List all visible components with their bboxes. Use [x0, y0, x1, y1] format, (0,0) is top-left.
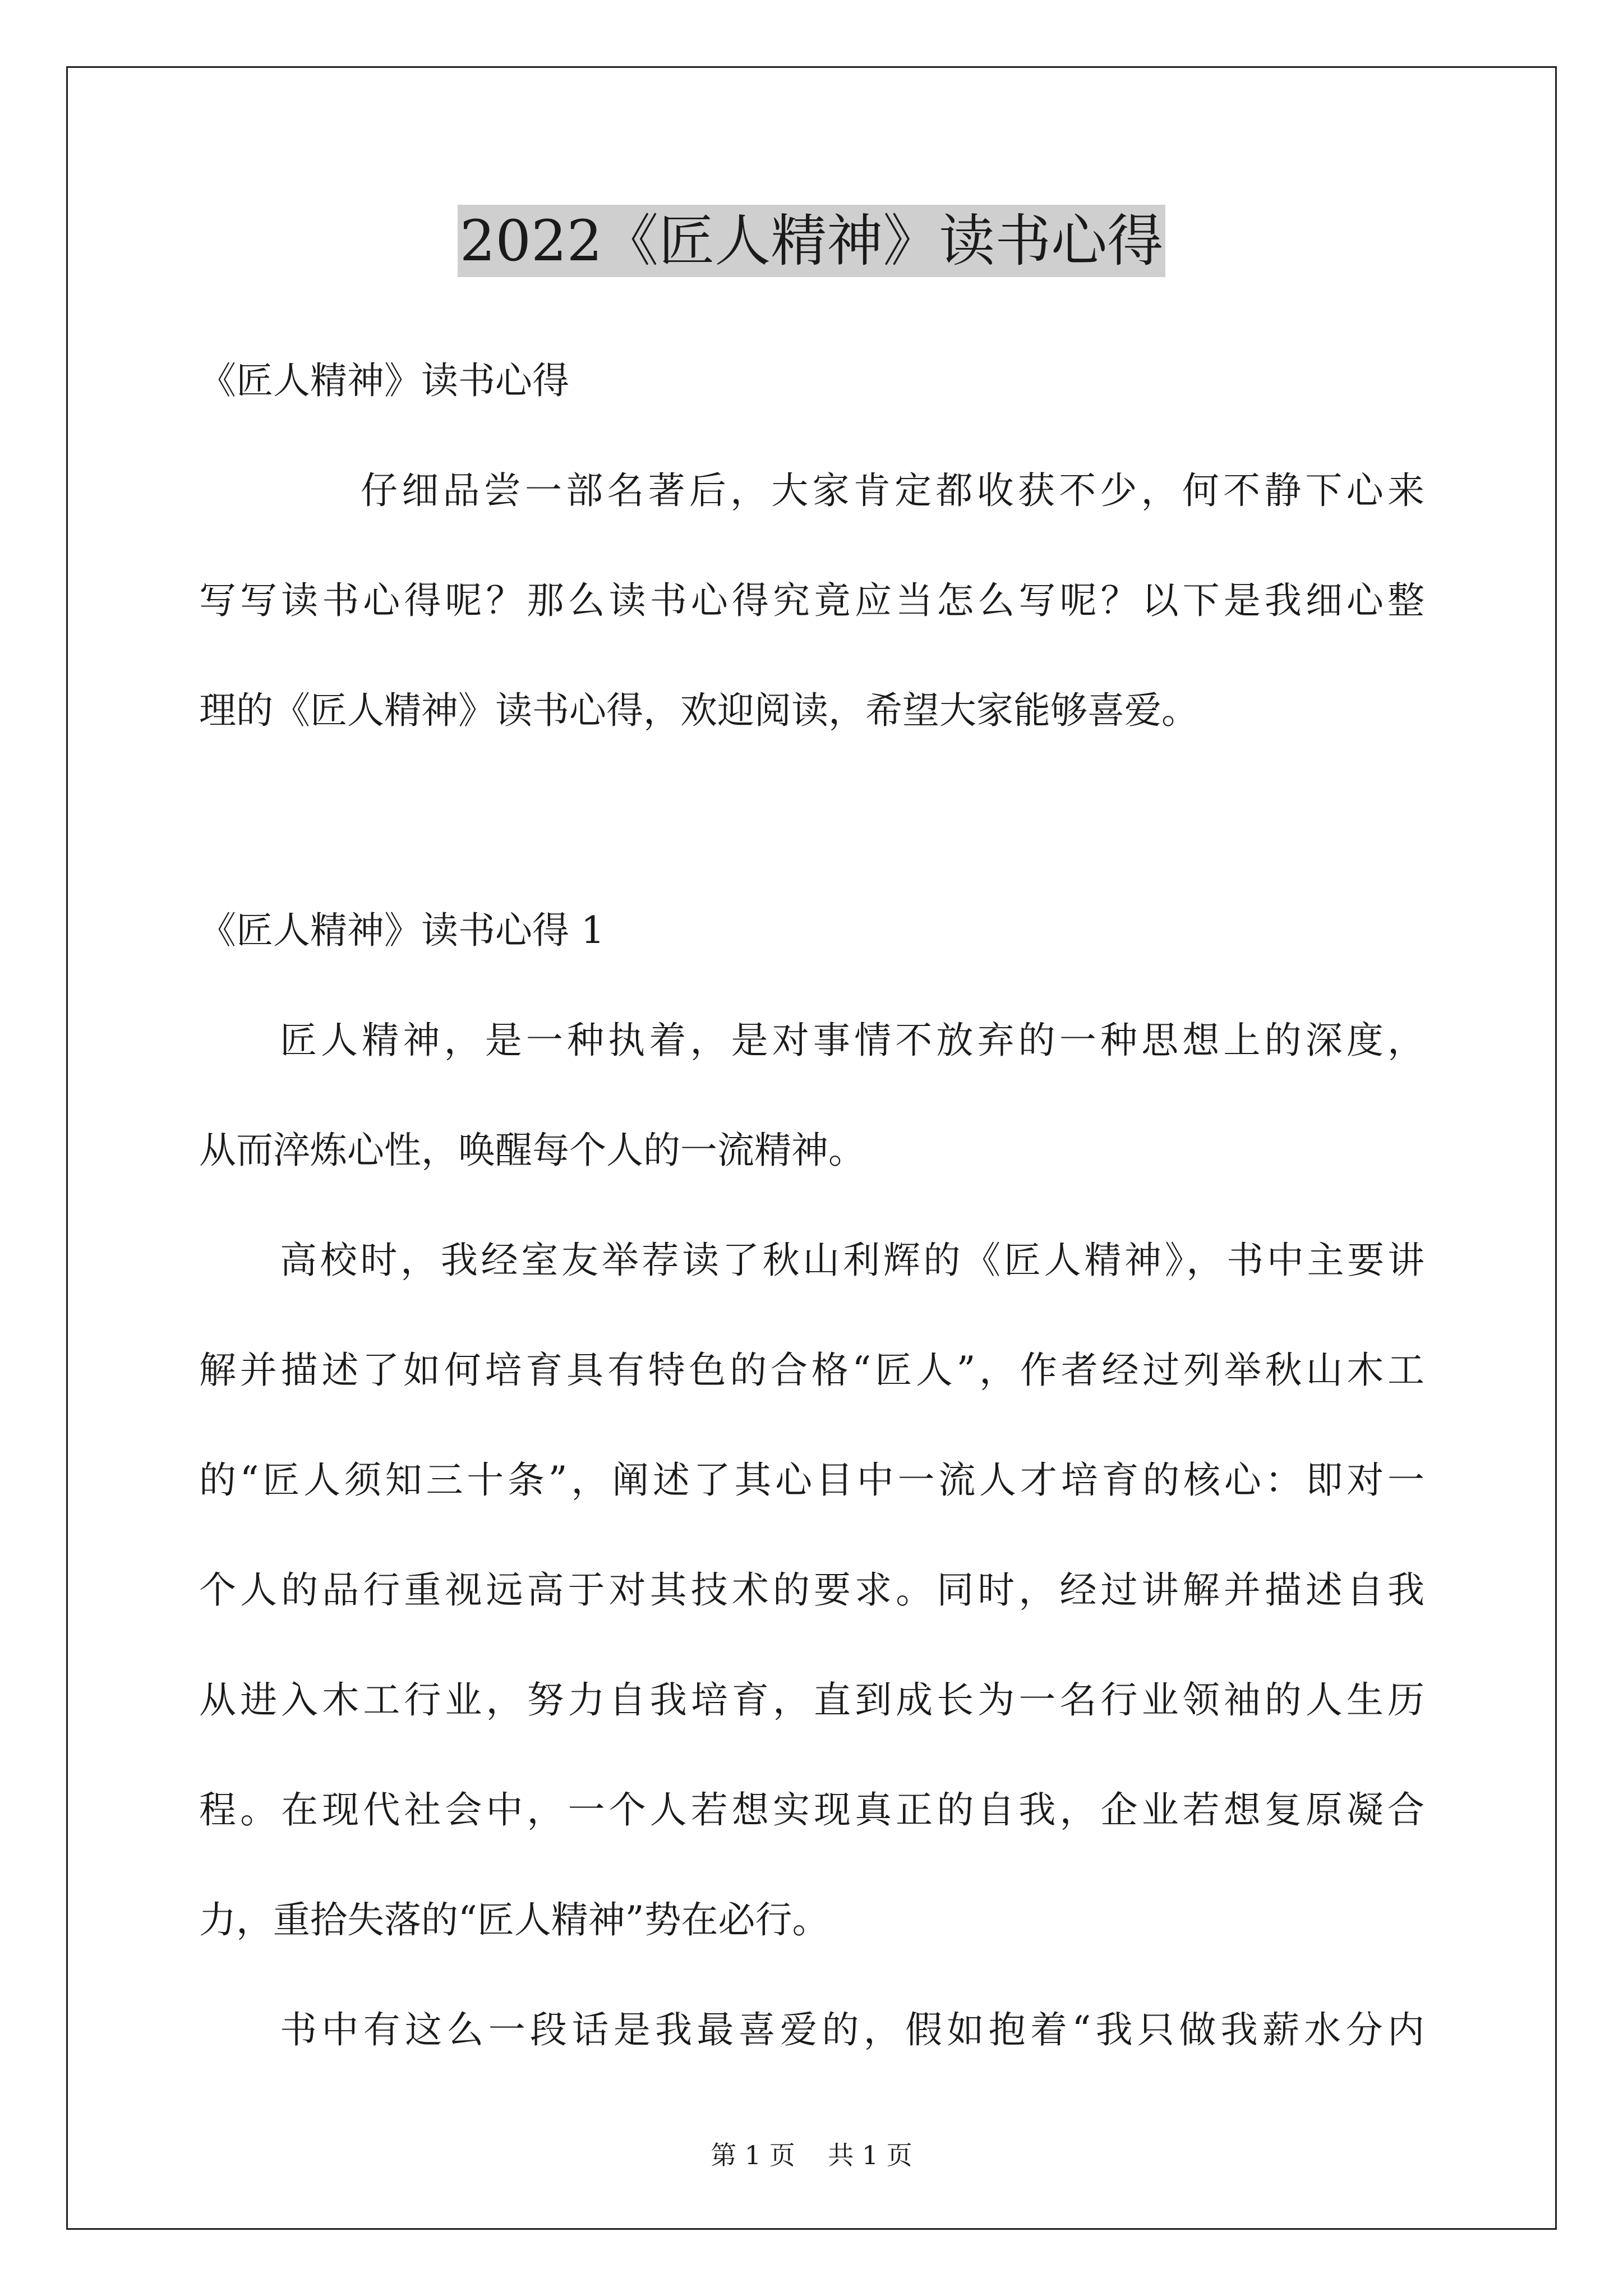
text-line: 从而淬炼心性，唤醒每个人的一流精神。	[199, 1129, 865, 1172]
document-title	[0, 202, 1623, 280]
text-line: 书中有这么一段话是我最喜爱的，假如抱着“我只做我薪水分内	[280, 2008, 1424, 2051]
text-line: 从进入木工行业，努力自我培育，直到成长为一名行业领袖的人生历	[199, 1678, 1424, 1722]
text-line: 写写读书心得呢？那么读书心得究竟应当怎么写呢？以下是我细心整	[199, 579, 1424, 622]
text-line: 高校时，我经室友举荐读了秋山利辉的《匠人精神》，书中主要讲	[280, 1239, 1424, 1282]
text-line: 解并描述了如何培育具有特色的合格“匠人”，作者经过列举秋山木工	[199, 1349, 1424, 1392]
text-line: 程。在现代社会中，一个人若想实现真正的自我，企业若想复原凝合	[199, 1788, 1424, 1832]
page-footer: 第 1 页 共 1 页	[711, 2140, 912, 2170]
text-line: 的“匠人须知三十条”，阐述了其心目中一流人才培育的核心：即对一	[199, 1458, 1424, 1502]
text-line: 《匠人精神》读书心得 1	[199, 909, 605, 952]
document-body	[199, 348, 1424, 2107]
text-line: 理的《匠人精神》读书心得，欢迎阅读，希望大家能够喜爱。	[199, 689, 1198, 732]
text-line: 仔细品尝一部名著后，大家肯定都收获不少，何不静下心来	[361, 469, 1424, 512]
text-line: 力，重拾失落的“匠人精神”势在必行。	[199, 1898, 829, 1941]
text-line: 《匠人精神》读书心得	[199, 359, 569, 402]
text-line: 匠人精神，是一种执着，是对事情不放弃的一种思想上的深度，	[280, 1019, 1424, 1062]
title-text: 2022《匠人精神》读书心得	[458, 205, 1166, 277]
blank-line	[199, 788, 1424, 898]
text-line: 个人的品行重视远高于对其技术的要求。同时，经过讲解并描述自我	[199, 1568, 1424, 1612]
